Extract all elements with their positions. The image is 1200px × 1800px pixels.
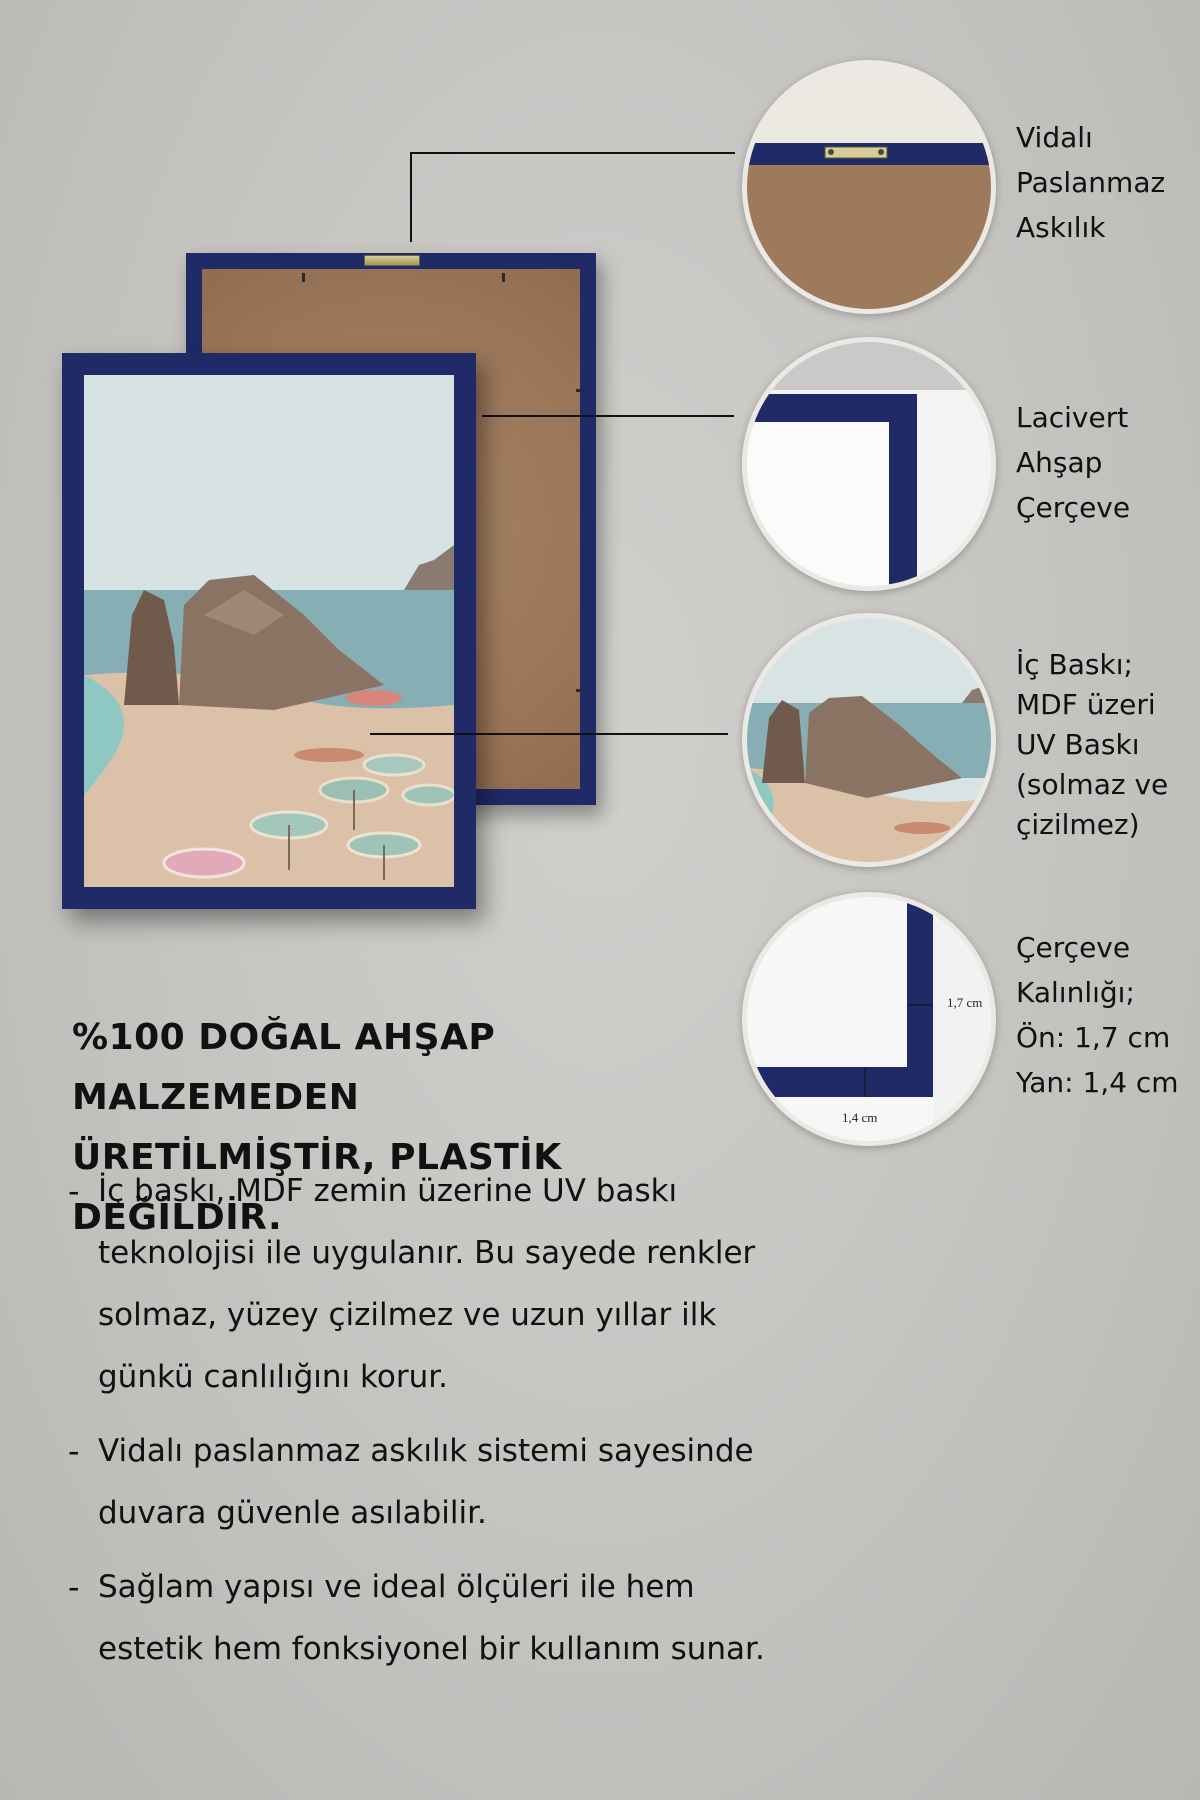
- list-item: [68, 1160, 768, 1408]
- bullet-text: İç baskı, MDF zemin üzerine UV baskı teknolojisi ile uygulanır. Bu sayede renkler solmaz, yüzey çizilmez ve uzun yıllar ilk günkü canlılığını korur.: [98, 1173, 756, 1395]
- detail-circle-thickness: [742, 892, 996, 1146]
- connector-line-frame: [482, 415, 734, 417]
- hanger-icon: [364, 255, 420, 266]
- bullet-dash: -: [68, 1172, 80, 1210]
- beach-scene: [84, 375, 454, 887]
- clip-icon: [576, 389, 585, 392]
- label-print: İç Baskı; MDF üzeri UV Baskı (solmaz ve çizilmez): [1016, 648, 1169, 841]
- bullet-text: Vidalı paslanmaz askılık sistemi sayesinde duvara güvenle asılabilir.: [98, 1433, 754, 1531]
- connector-line-hanger: [410, 152, 735, 154]
- detail-circle-print: [742, 613, 996, 867]
- bullet-text: Sağlam yapısı ve ideal ölçüleri ile hem estetik hem fonksiyonel bir kullanım sunar.: [98, 1569, 765, 1667]
- bullet-dash: -: [68, 1568, 80, 1606]
- clip-icon: [302, 273, 305, 282]
- dimension-front: 1,7 cm: [947, 995, 983, 1010]
- label-hanger: Vidalı Paslanmaz Askılık: [1016, 121, 1166, 244]
- headline-line-1: %100 DOĞAL AHŞAP MALZEMEDEN: [72, 1017, 496, 1118]
- feature-list: [68, 1160, 768, 1692]
- clip-icon: [576, 689, 585, 692]
- list-item: [68, 1556, 768, 1680]
- connector-line-print: [370, 733, 728, 735]
- list-item: [68, 1420, 768, 1544]
- front-frame: [62, 353, 476, 909]
- connector-line-hanger-vertical: [410, 152, 412, 242]
- label-frame: Lacivert Ahşap Çerçeve: [1016, 401, 1131, 524]
- headline-line-2: ÜRETİLMİŞTİR, PLASTİK DEĞİLDİR.: [72, 1137, 562, 1238]
- dimension-side: 1,4 cm: [842, 1110, 878, 1125]
- clip-icon: [502, 273, 505, 282]
- detail-circle-frame: [742, 337, 996, 591]
- print-image: [84, 375, 454, 887]
- detail-circle-hanger: [742, 60, 996, 314]
- label-thickness: Çerçeve Kalınlığı; Ön: 1,7 cm Yan: 1,4 cm: [1016, 931, 1179, 1099]
- bullet-dash: -: [68, 1432, 80, 1470]
